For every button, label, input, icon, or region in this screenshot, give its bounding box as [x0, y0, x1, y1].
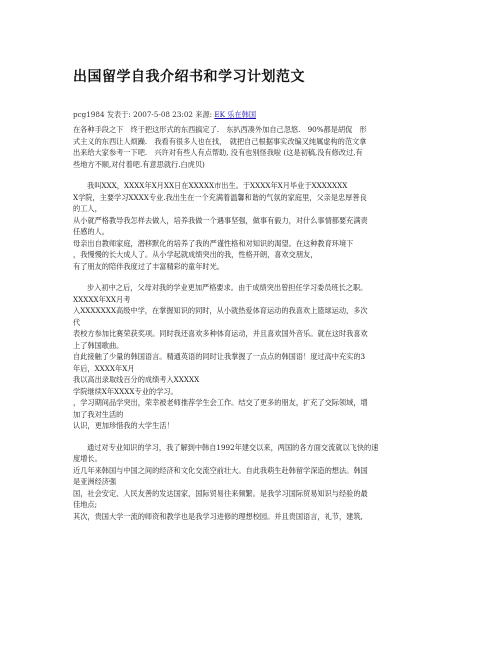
paragraph-family	[73, 180, 431, 272]
text-line: 式主义的东西让人烦躁. 我看有很多人也在找， 就把自己根据事实改编又纯属虚构的范文拿	[73, 136, 367, 146]
text-line: 佳地点;	[73, 500, 97, 509]
text-line: 从小就严格教导我怎样去做人，培养我做一个遇事坚强，做事有毅力，对什么事情都要充满责	[73, 215, 368, 225]
author-name: pcg1984	[73, 110, 105, 119]
text-line: 我叫XXX，XXXX年X月XX日在XXXXX市出生。于XXXX年X月毕业于XXXXXXX	[87, 181, 348, 190]
page-title: 出国留学自我介绍书和学习计划范文	[73, 69, 305, 85]
text-line: 代	[73, 317, 81, 327]
text-line: 些地方不顺,对付着吧.有意思就行.白虎贝)	[73, 159, 205, 169]
text-line: 学院继续X年XXXX专业的学习。	[73, 386, 178, 396]
text-line: 是亚洲经济强	[73, 477, 117, 486]
text-line: XXXXX年XX月考	[73, 294, 131, 304]
posted-label: 发表于:	[106, 110, 131, 119]
text-line: 任感的人。	[73, 227, 109, 236]
text-line: 自此接触了少量的韩国语言。精通英语的同时让我掌握了一点点的韩国语！度过高中充实的3	[73, 352, 366, 361]
text-line: 的工人，	[73, 204, 102, 213]
text-line: 母亲出自教师家庭，潜移默化的培养了我的严谨性格和对知识的渴望。在这种教育环境下	[73, 238, 354, 248]
paragraph-intro	[73, 124, 431, 170]
paragraph-plan	[73, 442, 431, 523]
text-line: 表校方参加比赛荣获奖项。同时我还喜欢多种体育运动，并且喜欢国外音乐。就在这时我喜欢	[73, 329, 368, 338]
text-line: ，学习期间品学突出，荣幸被老师推荐学生会工作。结交了更多的朋友，扩充了交际领域，增	[73, 398, 368, 407]
text-line: 年后，XXXX年X月	[73, 363, 135, 373]
text-line: 认识，更加珍惜我的大学生活！	[73, 421, 174, 430]
text-line: 步入初中之后，父母对我的学业更加严格要求。由于成绩突出曾担任学习委员班长之职。	[87, 283, 368, 292]
text-line: 我以高出录取线百分的成绩考入XXXXX	[73, 375, 200, 384]
text-line: 通过对专业知识的学习，我了解到中韩自1992年建交以来，两国的各方面交流就以飞快的速	[87, 442, 379, 452]
post-meta	[73, 110, 431, 120]
text-line: 加了我对生活的	[73, 409, 124, 419]
source-link[interactable]: EK 乐在韩国	[214, 110, 257, 119]
text-line: 在各种手段之下 终于把这形式的东西搞定了. 东扒西凑外加自己忽悠. 90%都是胡侃 形	[73, 125, 367, 134]
text-line: 近几年来韩国与中国之间的经济和文化交流空前壮大。自此我萌生赴韩留学深造的想法。韩国	[73, 465, 368, 475]
posted-time: 2007-5-08 23:02	[133, 110, 193, 119]
source-label: 来源:	[195, 110, 213, 119]
paragraph-education	[73, 282, 431, 432]
text-line: 出来给大家参考一下吧. 兴许对有些人有点帮助, 没有也别怪我啦 (这是初稿,没有修改过,有	[73, 148, 363, 157]
article-body	[73, 124, 431, 522]
text-line: 有了朋友的陪伴我度过了丰富精彩的童年时光。	[73, 261, 224, 271]
text-line: 度增长。	[73, 454, 102, 463]
text-line: 国，社会安定、人民友善的发达国家，国际贸易往来频繁。是我学习国际贸易知识与经验的最	[73, 488, 368, 498]
text-line: X学院，主要学习XXXX专业.我出生在一个充满着温馨和谐的气氛的家庭里，父亲是忠厚善良	[73, 192, 367, 202]
text-line: 上了韩国歌曲。	[73, 340, 124, 350]
text-line: 其次，贵国大学一流的师资和教学也是我学习进修的理想校园。并且贵国语言，礼节，建筑,	[73, 511, 363, 521]
text-line: 入XXXXXXX高级中学，在掌握知识的同时，从小就热爱体育运动的我喜欢上篮球运动，多次	[73, 306, 368, 315]
text-line: ，我慢慢的长大成人了。从小学起就成绩突出的我，性格开朗，喜欢交朋友，	[73, 250, 318, 259]
